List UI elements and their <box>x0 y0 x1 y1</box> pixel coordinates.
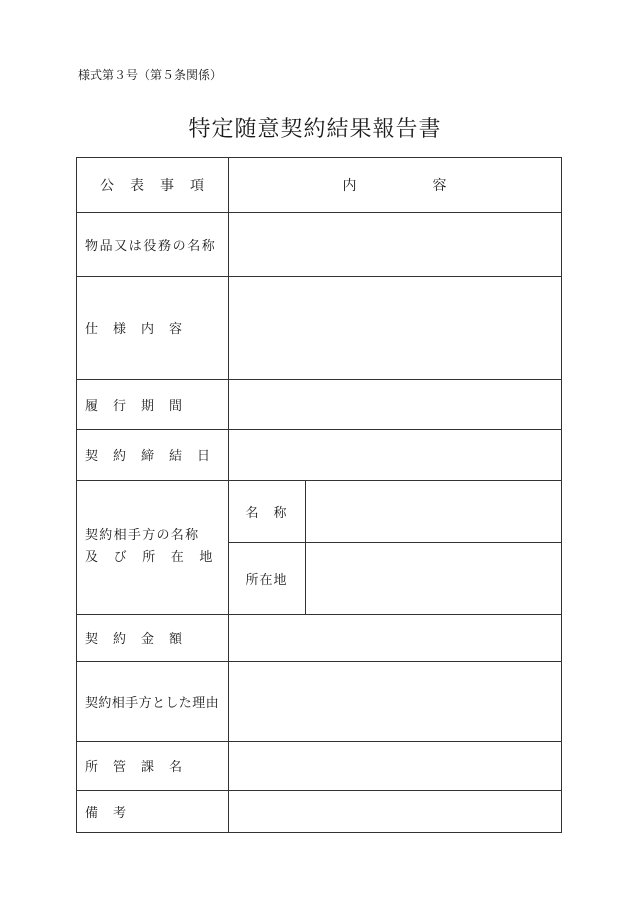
form-number: 様式第３号（第５条関係） <box>78 68 223 82</box>
label-contractor-name: 名 称 <box>245 506 288 521</box>
report-table <box>76 157 562 833</box>
header-contents: 内 容 <box>342 178 448 194</box>
cell-contractor-name-value[interactable] <box>306 481 562 542</box>
cell-remarks-value[interactable] <box>229 791 562 833</box>
label-contractor-line2: 及 び 所 在 地 <box>85 550 214 565</box>
label-performance-period: 履 行 期 間 <box>85 398 184 414</box>
cell-reason-value[interactable] <box>229 662 562 741</box>
cell-contractor-location-value[interactable] <box>306 543 562 614</box>
cell-performance-period-value[interactable] <box>229 380 562 429</box>
cell-contract-date-value[interactable] <box>229 430 562 480</box>
cell-contract-amount-value[interactable] <box>229 615 562 661</box>
cell-department-value[interactable] <box>229 742 562 790</box>
cell-item-name-value[interactable] <box>229 213 562 276</box>
document-title: 特定随意契約結果報告書 <box>188 117 442 142</box>
cell-specification-value[interactable] <box>229 277 562 379</box>
label-department: 所 管 課 名 <box>85 760 184 775</box>
label-remarks: 備 考 <box>85 806 128 821</box>
label-reason: 契約相手方とした理由 <box>85 695 220 711</box>
label-contractor-line1: 契約相手方の名称 <box>85 528 200 543</box>
label-contract-date: 契 約 締 結 日 <box>85 449 212 464</box>
label-contractor-location: 所在地 <box>245 572 288 588</box>
label-specification: 仕 様 内 容 <box>85 322 184 337</box>
header-public-items: 公 表 事 項 <box>100 178 205 194</box>
label-contract-amount: 契 約 金 額 <box>85 632 184 647</box>
label-item-name: 物品又は役務の名称 <box>85 238 217 254</box>
label-contractor <box>85 480 221 614</box>
